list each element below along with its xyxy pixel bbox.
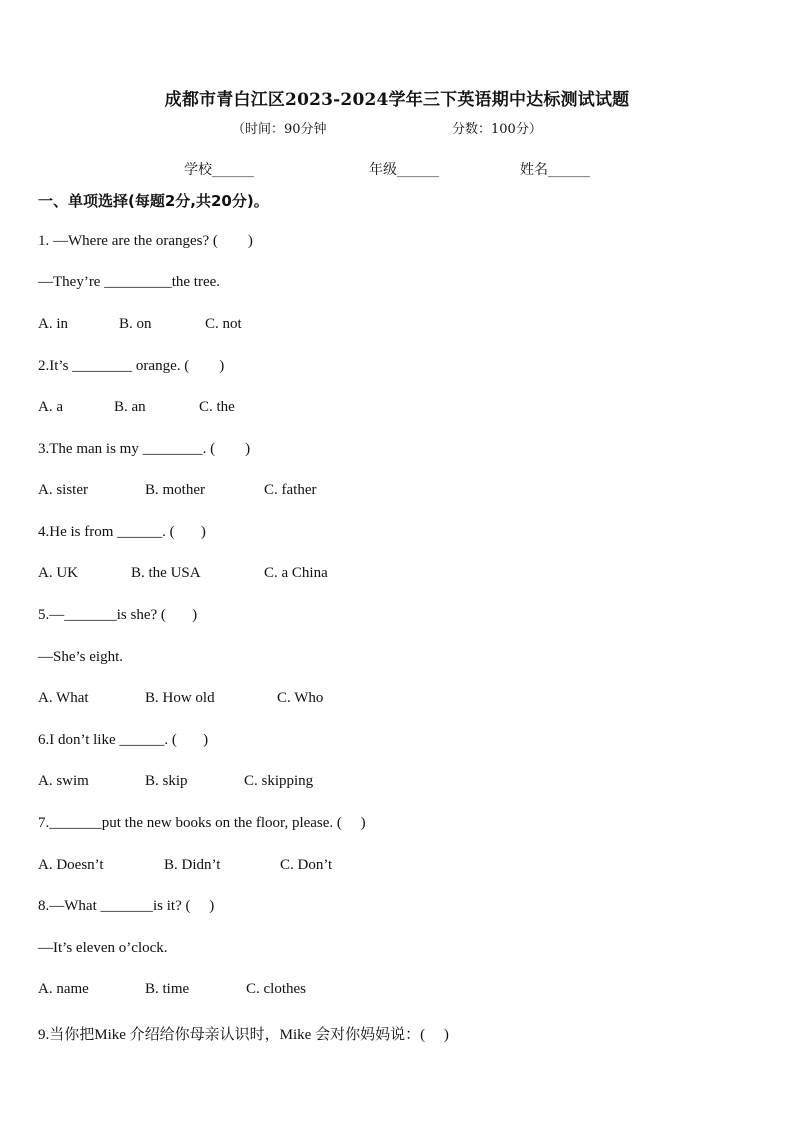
option-c: C. Who bbox=[277, 690, 324, 706]
option-b: B. time bbox=[145, 981, 190, 997]
name-field: 姓名______ bbox=[520, 162, 590, 178]
option-b: B. How old bbox=[145, 690, 215, 706]
option-b: B. an bbox=[114, 399, 146, 415]
option-c: C. Don’t bbox=[280, 857, 333, 873]
question-1-stem: 1. —Where are the oranges? ( ) bbox=[38, 233, 253, 249]
option-a: A. swim bbox=[38, 773, 89, 789]
question-6-stem: 6.I don’t like ______. ( ) bbox=[38, 732, 209, 748]
option-c: C. clothes bbox=[246, 981, 306, 997]
option-a: A. UK bbox=[38, 565, 78, 581]
question-8-stem: 8.—What _______is it? ( ) bbox=[38, 898, 215, 914]
option-b: B. on bbox=[119, 316, 152, 332]
exam-time: （时间：90分钟 bbox=[232, 122, 327, 137]
question-5-stem: 5.—_______is she? ( ) bbox=[38, 607, 198, 623]
option-b: B. Didn’t bbox=[164, 857, 221, 873]
question-3-stem: 3.The man is my ________. ( ) bbox=[38, 441, 251, 457]
question-5-answer-line: —She’s eight. bbox=[38, 649, 123, 665]
section-header: 一、单项选择(每题2分,共20分)。 bbox=[38, 192, 269, 210]
question-8-answer-line: —It’s eleven o’clock. bbox=[38, 940, 168, 956]
option-a: A. name bbox=[38, 981, 89, 997]
option-b: B. skip bbox=[145, 773, 188, 789]
exam-score: 分数：100分） bbox=[452, 122, 542, 137]
grade-field: 年级______ bbox=[369, 162, 439, 178]
question-7-stem: 7._______put the new books on the floor, please. ( ) bbox=[38, 815, 366, 831]
option-c: C. father bbox=[264, 482, 317, 498]
option-a: A. sister bbox=[38, 482, 88, 498]
page-title: 成都市青白江区2023-2024学年三下英语期中达标测试试题 bbox=[164, 90, 630, 110]
option-b: B. mother bbox=[145, 482, 205, 498]
option-c: C. a China bbox=[264, 565, 328, 581]
option-c: C. not bbox=[205, 316, 242, 332]
question-4-stem: 4.He is from ______. ( ) bbox=[38, 524, 206, 540]
option-c: C. skipping bbox=[244, 773, 314, 789]
school-field: 学校______ bbox=[184, 162, 254, 178]
option-a: A. in bbox=[38, 316, 68, 332]
option-a: A. Doesn’t bbox=[38, 857, 104, 873]
option-c: C. the bbox=[199, 399, 235, 415]
question-1-answer-line: —They’re _________the tree. bbox=[38, 274, 221, 290]
option-a: A. What bbox=[38, 690, 89, 706]
option-b: B. the USA bbox=[131, 565, 201, 581]
option-a: A. a bbox=[38, 399, 63, 415]
question-2-stem: 2.It’s ________ orange. ( ) bbox=[38, 358, 225, 374]
question-9-stem: 9.当你把Mike 介绍给你母亲认识时，Mike 会对你妈妈说：( ) bbox=[38, 1027, 449, 1043]
